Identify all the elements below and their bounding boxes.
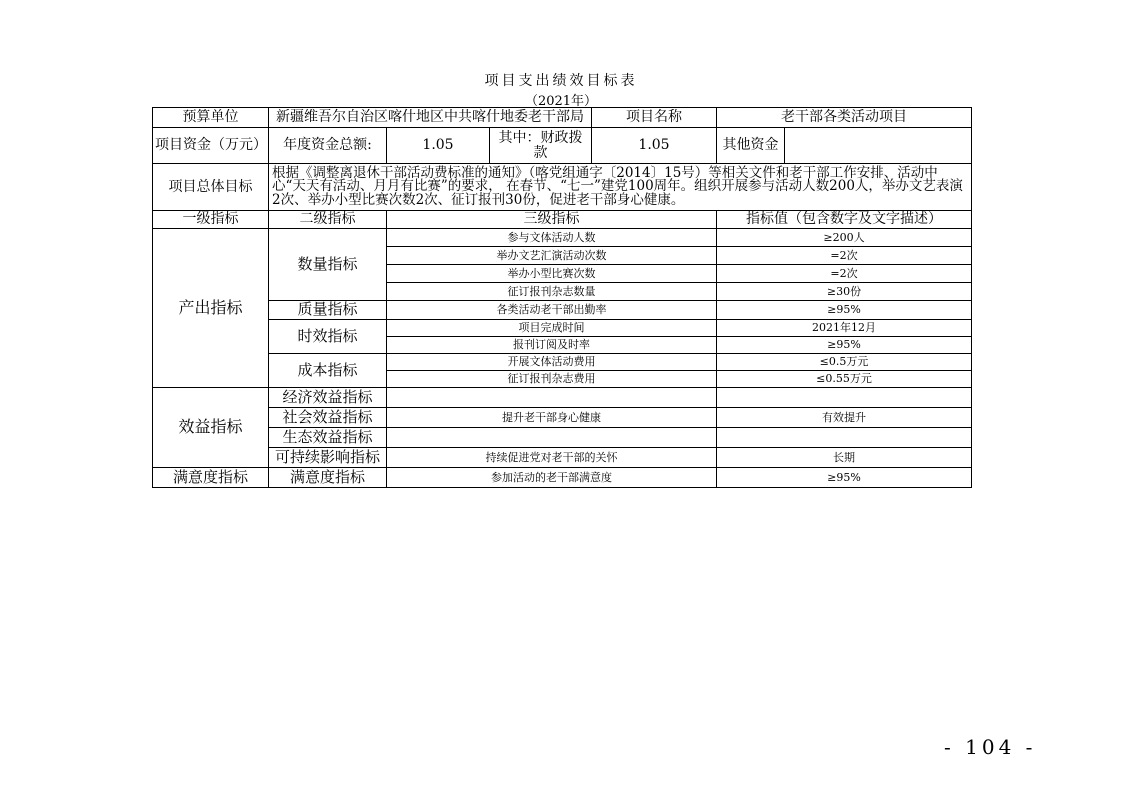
annual-total-label: 年度资金总额: [269,128,387,164]
project-funds-label: 项目资金（万元） [153,128,269,164]
budget-unit-value: 新疆维吾尔自治区喀什地区中共喀什地委老干部局 [269,108,592,128]
col-level2-header: 二级指标 [269,211,387,229]
satisfaction-indicator-label: 满意度指标 [153,468,269,488]
table-row-name: 项目完成时间 [387,320,717,337]
table-row-value: ≥95% [717,301,972,320]
fiscal-funds-value: 1.05 [592,128,717,164]
table-row-name: 征订报刊杂志费用 [387,371,717,388]
table-row-value: ≥95% [717,337,972,354]
ecological-benefit-label: 生态效益指标 [269,428,387,448]
table-row-value: ≥95% [717,468,972,488]
table-row-name: 举办文艺汇演活动次数 [387,247,717,265]
table-row-name [387,428,717,448]
other-funds-value [785,128,972,164]
table-row-name: 开展文体活动费用 [387,354,717,371]
economic-benefit-label: 经济效益指标 [269,388,387,408]
performance-target-table [152,107,972,488]
annual-total-value: 1.05 [387,128,490,164]
table-row-name [387,388,717,408]
sustainable-impact-label: 可持续影响指标 [269,448,387,468]
budget-unit-label: 预算单位 [153,108,269,128]
table-title: 项目支出绩效目标表 [484,73,638,89]
table-row-name: 举办小型比赛次数 [387,265,717,283]
quality-indicator-label: 质量指标 [269,301,387,320]
table-row-value: ≥30份 [717,283,972,301]
project-name-value: 老干部各类活动项目 [717,108,972,128]
table-row-name: 征订报刊杂志数量 [387,283,717,301]
benefit-indicator-label: 效益指标 [153,388,269,468]
table-row-value [717,388,972,408]
fiscal-funds-label: 其中：财政拨款 [490,128,592,164]
overall-goal-text: 根据《调整离退休干部活动费标准的通知》（喀党组通字〔2014〕15号）等相关文件和老干部工作安排、活动中心“天天有活动、月月有比赛”的要求， 在春节、“七一”建党100周年。组织开展参与活动人数200人，举办文艺表演2次、举办小型比赛次数2次、征订报刊30份，促进老干部身心健康。 [269,164,972,211]
table-row-value [717,428,972,448]
output-indicator-label: 产出指标 [153,229,269,388]
social-benefit-label: 社会效益指标 [269,408,387,428]
satisfaction-level2-label: 满意度指标 [269,468,387,488]
table-row-value: 有效提升 [717,408,972,428]
table-row-name: 持续促进党对老干部的关怀 [387,448,717,468]
col-level3-header: 三级指标 [387,211,717,229]
quantity-indicator-label: 数量指标 [269,229,387,301]
cost-indicator-label: 成本指标 [269,354,387,388]
table-row-value: 长期 [717,448,972,468]
table-year: （2021年） [524,94,598,109]
table-row-value: ≤0.55万元 [717,371,972,388]
table-row-name: 各类活动老干部出勤率 [387,301,717,320]
table-row-name: 报刊订阅及时率 [387,337,717,354]
table-row-name: 参加活动的老干部满意度 [387,468,717,488]
page-number: - 104 - [944,735,1037,759]
timeliness-indicator-label: 时效指标 [269,320,387,354]
project-name-label: 项目名称 [592,108,717,128]
table-row-name: 参与文体活动人数 [387,229,717,247]
col-value-header: 指标值（包含数字及文字描述） [717,211,972,229]
table-row-value: =2次 [717,247,972,265]
table-row-value: ≤0.5万元 [717,354,972,371]
table-row-value: =2次 [717,265,972,283]
table-row-value: ≥200人 [717,229,972,247]
overall-goal-label: 项目总体目标 [153,164,269,211]
other-funds-label: 其他资金 [717,128,785,164]
table-row-value: 2021年12月 [717,320,972,337]
table-row-name: 提升老干部身心健康 [387,408,717,428]
col-level1-header: 一级指标 [153,211,269,229]
